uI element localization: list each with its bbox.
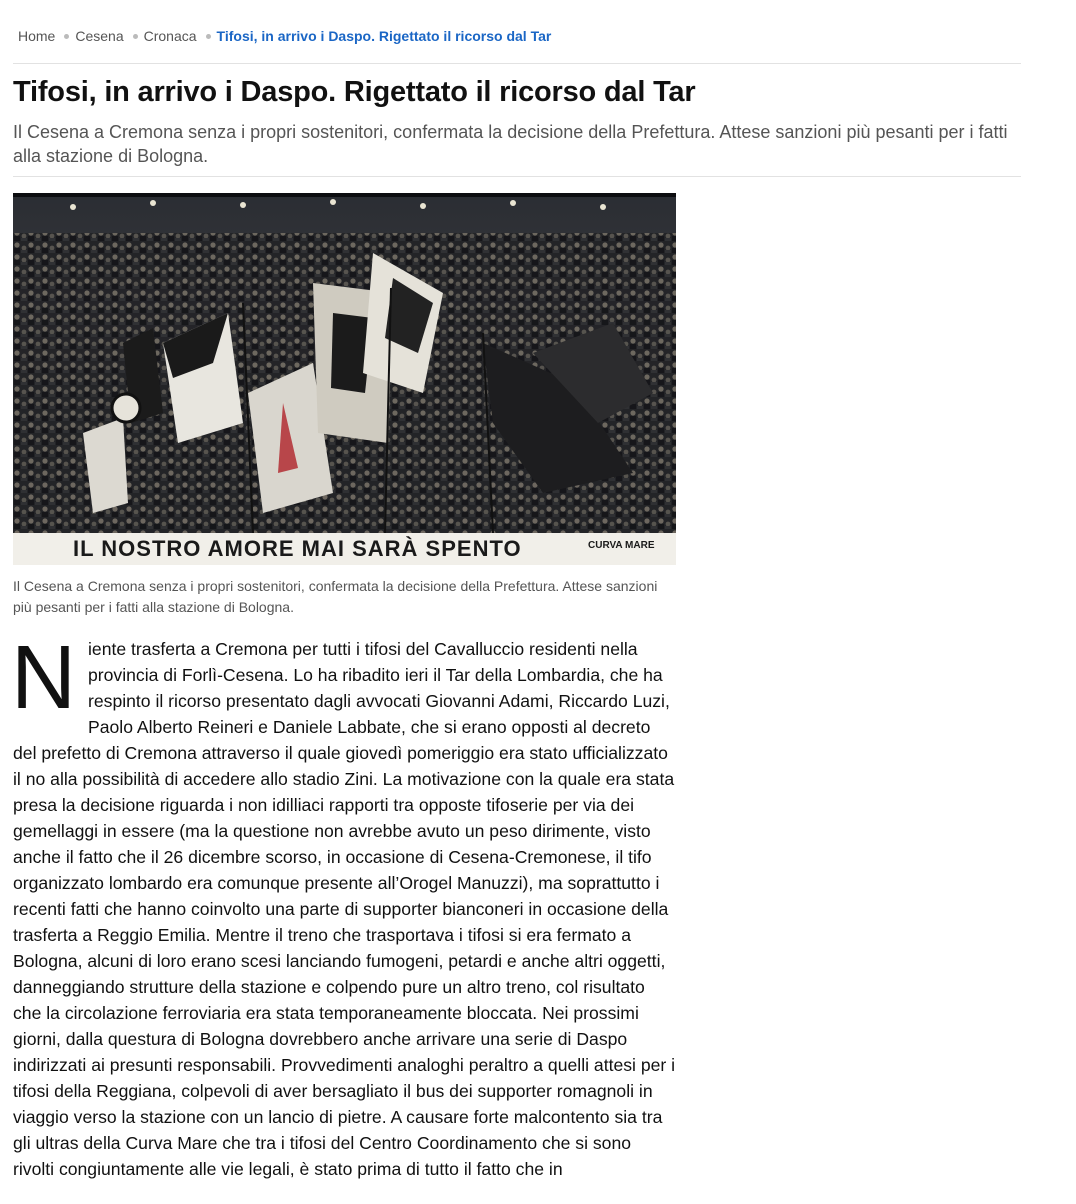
article-hero-image[interactable] xyxy=(13,193,676,565)
article-subtitle: Il Cesena a Cremona senza i propri sostenitori, confermata la decisione della Prefettura. Attese sanzioni più pesanti per i fatti alla stazione di Bologna. xyxy=(13,122,1008,166)
breadcrumb-current-link[interactable]: Tifosi, in arrivo i Daspo. Rigettato il ricorso dal Tar xyxy=(216,28,552,44)
breadcrumb xyxy=(18,26,551,46)
banner-tag: CURVA MARE xyxy=(588,540,655,551)
subtitle-divider xyxy=(13,176,1021,177)
breadcrumb-cronaca-link[interactable]: Cronaca xyxy=(143,28,197,44)
breadcrumb-cesena-link[interactable]: Cesena xyxy=(75,28,124,44)
breadcrumb-home-link[interactable]: Home xyxy=(18,28,56,44)
article-paragraph xyxy=(11,628,676,1182)
article-body xyxy=(11,628,676,1182)
banner-text: IL NOSTRO AMORE MAI SARÀ SPENTO xyxy=(73,536,522,561)
breadcrumb-separator xyxy=(133,34,138,39)
header-divider xyxy=(13,63,1021,64)
article-title: Tifosi, in arrivo i Daspo. Rigettato il ricorso dal Tar xyxy=(13,76,696,108)
breadcrumb-separator xyxy=(64,34,69,39)
article-body-text: iente trasferta a Cremona per tutti i tifosi del Cavalluccio residenti nella provincia di Forlì-Cesena. Lo ha ribadito ieri il Tar della Lombardia, che ha respinto il ricorso presentato dagli avvocati Giovanni Adami, Riccardo Luzi, Paolo Alberto Reineri e Daniele Labbate, che si erano opposti al decreto del prefetto di Cremona attraverso il quale giovedì pomeriggio era stato ufficializzato il no alla possibilità di accedere allo stadio Zini. La motivazione con la quale era stata presa la decisione riguarda i non idilliaci rapporti tra opposte tifoserie per via dei gemellaggi in essere (ma la questione non avrebbe avuto un peso dirimente, visto anche il fatto che il 26 dicembre scorso, in occasione di Cesena-Cremonese, il tifo organizzato lombardo era comunque presente all’Orogel Manuzzi), ma soprattutto i recenti fatti che hanno coinvolto una parte di supporter bianconeri in occasione della trasferta a Reggio Emilia. Mentre il treno che trasportava i tifosi si era fermato a Bologna, alcuni di loro erano scesi lanciando fumogeni, petardi e anche altri oggetti, danneggiando strutture della stazione e colpendo pure un altro treno, col risultato che la circolazione ferroviaria era stata temporaneamente bloccata. Nei prossimi giorni, dalla questura di Bologna dovrebbero anche arrivare una serie di Daspo indirizzati ai presunti responsabili. Provvedimenti analoghi peraltro a quelli attesi per i tifosi della Reggiana, colpevoli di aver bersagliato il bus dei supporter romagnoli in viaggio verso la stazione con un lancio di pietre. A causare forte malcontento sia tra gli ultras della Curva Mare che tra i tifosi del Centro Coordinamento che si sono rivolti congiuntamente alle vie legali, è stato prima di tutto il fatto che in xyxy=(13,639,676,1179)
stadium-crowd-photo xyxy=(13,193,676,565)
breadcrumb-separator xyxy=(206,34,211,39)
image-caption: Il Cesena a Cremona senza i propri sostenitori, confermata la decisione della Prefettura. Attese sanzioni più pesanti per i fatti alla stazione di Bologna. xyxy=(13,578,658,615)
drop-cap: N xyxy=(11,628,76,728)
